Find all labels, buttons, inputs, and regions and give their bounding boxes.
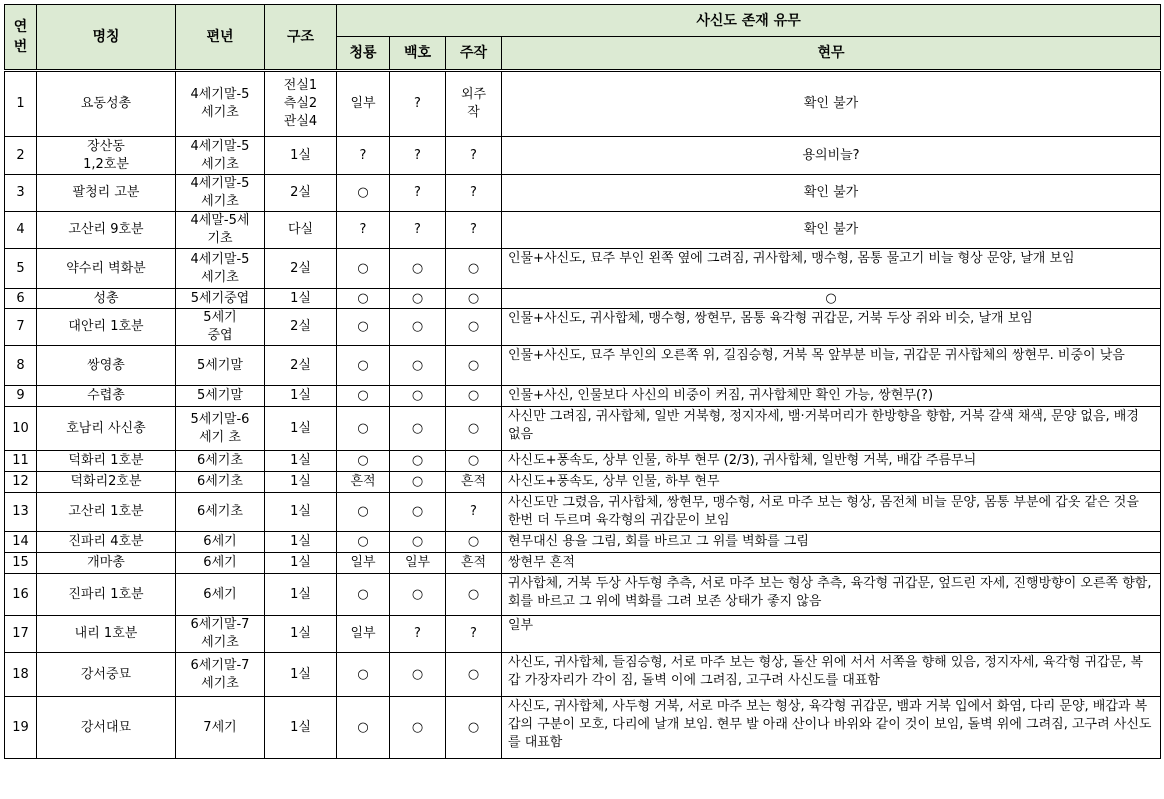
cell-no: 4 bbox=[5, 212, 37, 249]
cell-no: 9 bbox=[5, 386, 37, 407]
table-row bbox=[5, 451, 1161, 472]
cell-structure: 1실 bbox=[265, 553, 337, 574]
cell-date: 6세기 bbox=[176, 532, 265, 553]
cell-name: 내리 1호분 bbox=[37, 616, 176, 653]
table-row bbox=[5, 532, 1161, 553]
cell-no: 11 bbox=[5, 451, 37, 472]
cell-name: 강서중묘 bbox=[37, 653, 176, 697]
cell-white-tiger: ○ bbox=[390, 289, 446, 309]
cell-date: 6세기초 bbox=[176, 493, 265, 532]
header-group-four-gods: 사신도 존재 유무 bbox=[337, 5, 1161, 37]
cell-white-tiger: ○ bbox=[390, 451, 446, 472]
cell-name: 성총 bbox=[37, 289, 176, 309]
cell-name: 요동성총 bbox=[37, 71, 176, 137]
cell-no: 5 bbox=[5, 249, 37, 289]
cell-white-tiger: ○ bbox=[390, 493, 446, 532]
cell-structure: 1실 bbox=[265, 472, 337, 493]
cell-blue-dragon: ? bbox=[337, 137, 390, 175]
cell-white-tiger: ○ bbox=[390, 574, 446, 616]
cell-black-tortoise: ○ bbox=[502, 289, 1161, 309]
table-row bbox=[5, 71, 1161, 137]
cell-name: 강서대묘 bbox=[37, 697, 176, 759]
cell-white-tiger: ? bbox=[390, 175, 446, 212]
cell-black-tortoise: 인물+사신도, 묘주 부인 왼쪽 옆에 그려짐, 귀사합체, 맹수형, 몸통 물고기 비늘 형상 문양, 날개 보임 bbox=[502, 249, 1161, 289]
cell-no: 13 bbox=[5, 493, 37, 532]
table-row bbox=[5, 386, 1161, 407]
cell-blue-dragon: 일부 bbox=[337, 553, 390, 574]
cell-red-bird: ○ bbox=[446, 451, 502, 472]
cell-blue-dragon: ○ bbox=[337, 309, 390, 346]
cell-structure: 2실 bbox=[265, 175, 337, 212]
cell-date: 6세기말-7 세기초 bbox=[176, 653, 265, 697]
cell-white-tiger: ○ bbox=[390, 309, 446, 346]
cell-black-tortoise: 일부 bbox=[502, 616, 1161, 653]
table-row bbox=[5, 137, 1161, 175]
cell-blue-dragon: ○ bbox=[337, 493, 390, 532]
cell-blue-dragon: ○ bbox=[337, 386, 390, 407]
cell-white-tiger: 일부 bbox=[390, 553, 446, 574]
cell-red-bird: ○ bbox=[446, 346, 502, 386]
cell-date: 5세기말 bbox=[176, 346, 265, 386]
cell-black-tortoise: 확인 불가 bbox=[502, 212, 1161, 249]
table-row bbox=[5, 249, 1161, 289]
cell-red-bird: ○ bbox=[446, 249, 502, 289]
cell-blue-dragon: ○ bbox=[337, 175, 390, 212]
table-row bbox=[5, 346, 1161, 386]
cell-date: 6세기 bbox=[176, 574, 265, 616]
cell-date: 6세기 bbox=[176, 553, 265, 574]
cell-structure: 2실 bbox=[265, 249, 337, 289]
cell-white-tiger: ? bbox=[390, 137, 446, 175]
cell-red-bird: 흔적 bbox=[446, 553, 502, 574]
cell-red-bird: ? bbox=[446, 616, 502, 653]
cell-white-tiger: ○ bbox=[390, 532, 446, 553]
cell-no: 15 bbox=[5, 553, 37, 574]
cell-structure: 1실 bbox=[265, 653, 337, 697]
table-row bbox=[5, 407, 1161, 451]
cell-red-bird: ? bbox=[446, 212, 502, 249]
cell-name: 덕화리2호분 bbox=[37, 472, 176, 493]
cell-name: 덕화리 1호분 bbox=[37, 451, 176, 472]
cell-black-tortoise: 현무대신 용을 그림, 회를 바르고 그 위를 벽화를 그림 bbox=[502, 532, 1161, 553]
cell-black-tortoise: 인물+사신, 인물보다 사신의 비중이 커짐, 귀사합체만 확인 가능, 쌍현무(?) bbox=[502, 386, 1161, 407]
cell-red-bird: ○ bbox=[446, 407, 502, 451]
cell-structure: 1실 bbox=[265, 493, 337, 532]
cell-name: 팔청리 고분 bbox=[37, 175, 176, 212]
cell-structure: 2실 bbox=[265, 309, 337, 346]
cell-date: 6세기초 bbox=[176, 451, 265, 472]
table-row bbox=[5, 493, 1161, 532]
cell-white-tiger: ○ bbox=[390, 346, 446, 386]
cell-structure: 1실 bbox=[265, 407, 337, 451]
cell-white-tiger: ○ bbox=[390, 386, 446, 407]
cell-date: 5세기 중엽 bbox=[176, 309, 265, 346]
cell-date: 5세기중엽 bbox=[176, 289, 265, 309]
header-blue-dragon: 청룡 bbox=[337, 37, 390, 71]
cell-structure: 1실 bbox=[265, 289, 337, 309]
cell-white-tiger: ○ bbox=[390, 653, 446, 697]
header-structure: 구조 bbox=[265, 5, 337, 71]
cell-date: 4세기말-5 세기초 bbox=[176, 71, 265, 137]
cell-date: 4세말-5세 기초 bbox=[176, 212, 265, 249]
cell-blue-dragon: ○ bbox=[337, 574, 390, 616]
cell-no: 6 bbox=[5, 289, 37, 309]
cell-white-tiger: ○ bbox=[390, 249, 446, 289]
cell-no: 18 bbox=[5, 653, 37, 697]
cell-no: 3 bbox=[5, 175, 37, 212]
header-black-tortoise: 현무 bbox=[502, 37, 1161, 71]
cell-structure: 1실 bbox=[265, 386, 337, 407]
cell-red-bird: ○ bbox=[446, 697, 502, 759]
cell-no: 8 bbox=[5, 346, 37, 386]
cell-date: 4세기말-5 세기초 bbox=[176, 137, 265, 175]
header-red-bird: 주작 bbox=[446, 37, 502, 71]
cell-name: 진파리 4호분 bbox=[37, 532, 176, 553]
cell-red-bird: ? bbox=[446, 137, 502, 175]
cell-blue-dragon: ? bbox=[337, 212, 390, 249]
cell-date: 7세기 bbox=[176, 697, 265, 759]
cell-date: 5세기말-6 세기 초 bbox=[176, 407, 265, 451]
table-row bbox=[5, 175, 1161, 212]
cell-white-tiger: ? bbox=[390, 616, 446, 653]
cell-red-bird: ○ bbox=[446, 289, 502, 309]
cell-red-bird: ○ bbox=[446, 653, 502, 697]
cell-red-bird: 외주 작 bbox=[446, 71, 502, 137]
table-row bbox=[5, 289, 1161, 309]
cell-structure: 1실 bbox=[265, 137, 337, 175]
cell-date: 6세기초 bbox=[176, 472, 265, 493]
cell-white-tiger: ○ bbox=[390, 697, 446, 759]
cell-black-tortoise: 사신도+풍속도, 상부 인물, 하부 현무 (2/3), 귀사합체, 일반형 거북, 배갑 주름무늬 bbox=[502, 451, 1161, 472]
cell-no: 10 bbox=[5, 407, 37, 451]
cell-blue-dragon: ○ bbox=[337, 346, 390, 386]
cell-black-tortoise: 쌍현무 흔적 bbox=[502, 553, 1161, 574]
cell-name: 장산동 1,2호분 bbox=[37, 137, 176, 175]
cell-white-tiger: ? bbox=[390, 212, 446, 249]
cell-name: 호남리 사신총 bbox=[37, 407, 176, 451]
cell-blue-dragon: 일부 bbox=[337, 71, 390, 137]
cell-no: 12 bbox=[5, 472, 37, 493]
cell-red-bird: ○ bbox=[446, 532, 502, 553]
cell-no: 14 bbox=[5, 532, 37, 553]
cell-black-tortoise: 사신도+풍속도, 상부 인물, 하부 현무 bbox=[502, 472, 1161, 493]
table-row bbox=[5, 574, 1161, 616]
cell-black-tortoise: 용의비늘? bbox=[502, 137, 1161, 175]
cell-black-tortoise: 확인 불가 bbox=[502, 175, 1161, 212]
cell-name: 개마총 bbox=[37, 553, 176, 574]
cell-black-tortoise: 확인 불가 bbox=[502, 71, 1161, 137]
cell-date: 4세기말-5 세기초 bbox=[176, 175, 265, 212]
header-date: 편년 bbox=[176, 5, 265, 71]
cell-blue-dragon: 일부 bbox=[337, 616, 390, 653]
cell-structure: 2실 bbox=[265, 346, 337, 386]
cell-name: 고산리 1호분 bbox=[37, 493, 176, 532]
cell-structure: 1실 bbox=[265, 616, 337, 653]
cell-name: 대안리 1호분 bbox=[37, 309, 176, 346]
cell-blue-dragon: ○ bbox=[337, 249, 390, 289]
cell-red-bird: ? bbox=[446, 493, 502, 532]
cell-no: 1 bbox=[5, 71, 37, 137]
cell-red-bird: 흔적 bbox=[446, 472, 502, 493]
cell-no: 16 bbox=[5, 574, 37, 616]
cell-structure: 다실 bbox=[265, 212, 337, 249]
header-white-tiger: 백호 bbox=[390, 37, 446, 71]
cell-name: 고산리 9호분 bbox=[37, 212, 176, 249]
cell-black-tortoise: 사신도, 귀사합체, 사두형 거북, 서로 마주 보는 형상, 육각형 귀갑문, 뱀과 거북 입에서 화염, 다리 문양, 배갑과 복갑의 구분이 모호, 다리에 날개 보임. 현무 발 아래 산이나 바위와 같이 것이 보임, 돌벽 위에 그려짐, 고구려 사신도를 대표함 bbox=[502, 697, 1161, 759]
cell-red-bird: ○ bbox=[446, 309, 502, 346]
cell-black-tortoise: 사신도, 귀사합체, 들짐승형, 서로 마주 보는 형상, 돌산 위에 서서 서쪽을 향해 있음, 정지자세, 육각형 귀갑문, 복갑 가장자리가 각이 짐, 돌벽 이에 그려짐, 고구려 사신도를 대표함 bbox=[502, 653, 1161, 697]
cell-no: 19 bbox=[5, 697, 37, 759]
table-row bbox=[5, 616, 1161, 653]
cell-no: 17 bbox=[5, 616, 37, 653]
cell-date: 5세기말 bbox=[176, 386, 265, 407]
cell-blue-dragon: ○ bbox=[337, 532, 390, 553]
cell-black-tortoise: 사신도만 그렸음, 귀사합체, 쌍현무, 맹수형, 서로 마주 보는 형상, 몸전체 비늘 문양, 몸통 부분에 갑옷 같은 것을 한번 더 두르며 육각형의 귀갑문이 보임 bbox=[502, 493, 1161, 532]
cell-blue-dragon: ○ bbox=[337, 451, 390, 472]
table-row bbox=[5, 472, 1161, 493]
cell-red-bird: ○ bbox=[446, 386, 502, 407]
table-row bbox=[5, 309, 1161, 346]
cell-white-tiger: ○ bbox=[390, 407, 446, 451]
cell-red-bird: ? bbox=[446, 175, 502, 212]
table-row bbox=[5, 553, 1161, 574]
cell-no: 7 bbox=[5, 309, 37, 346]
cell-blue-dragon: ○ bbox=[337, 653, 390, 697]
cell-black-tortoise: 인물+사신도, 묘주 부인의 오른쪽 위, 길짐승형, 거북 목 앞부분 비늘, 귀갑문 귀사합체의 쌍현무. 비중이 낮음 bbox=[502, 346, 1161, 386]
cell-name: 쌍영총 bbox=[37, 346, 176, 386]
cell-black-tortoise: 귀사합체, 거북 두상 사두형 추측, 서로 마주 보는 형상 추측, 육각형 귀갑문, 엎드린 자세, 진행방향이 오른쪽 향함, 회를 바르고 그 위에 벽화를 그려 보존 상태가 좋지 않음 bbox=[502, 574, 1161, 616]
cell-structure: 전실1 측실2 관실4 bbox=[265, 71, 337, 137]
tomb-mural-table bbox=[4, 4, 1161, 759]
cell-date: 6세기말-7 세기초 bbox=[176, 616, 265, 653]
table-row bbox=[5, 212, 1161, 249]
cell-white-tiger: ? bbox=[390, 71, 446, 137]
cell-blue-dragon: ○ bbox=[337, 407, 390, 451]
cell-structure: 1실 bbox=[265, 451, 337, 472]
cell-date: 4세기말-5 세기초 bbox=[176, 249, 265, 289]
cell-blue-dragon: ○ bbox=[337, 289, 390, 309]
table-row bbox=[5, 697, 1161, 759]
cell-name: 수렵총 bbox=[37, 386, 176, 407]
cell-black-tortoise: 인물+사신도, 귀사합체, 맹수형, 쌍현무, 몸통 육각형 귀갑문, 거북 두상 쥐와 비슷, 날개 보임 bbox=[502, 309, 1161, 346]
cell-structure: 1실 bbox=[265, 532, 337, 553]
cell-name: 진파리 1호분 bbox=[37, 574, 176, 616]
cell-black-tortoise: 사신만 그려짐, 귀사합체, 일반 거북형, 정지자세, 뱀·거북머리가 한방향을 향함, 거북 갈색 채색, 문양 없음, 배경 없음 bbox=[502, 407, 1161, 451]
header-no: 연 번 bbox=[5, 5, 37, 71]
cell-no: 2 bbox=[5, 137, 37, 175]
cell-white-tiger: ○ bbox=[390, 472, 446, 493]
cell-blue-dragon: ○ bbox=[337, 697, 390, 759]
header-name: 명칭 bbox=[37, 5, 176, 71]
table-row bbox=[5, 653, 1161, 697]
cell-structure: 1실 bbox=[265, 697, 337, 759]
cell-blue-dragon: 흔적 bbox=[337, 472, 390, 493]
cell-name: 약수리 벽화분 bbox=[37, 249, 176, 289]
cell-red-bird: ○ bbox=[446, 574, 502, 616]
cell-structure: 1실 bbox=[265, 574, 337, 616]
